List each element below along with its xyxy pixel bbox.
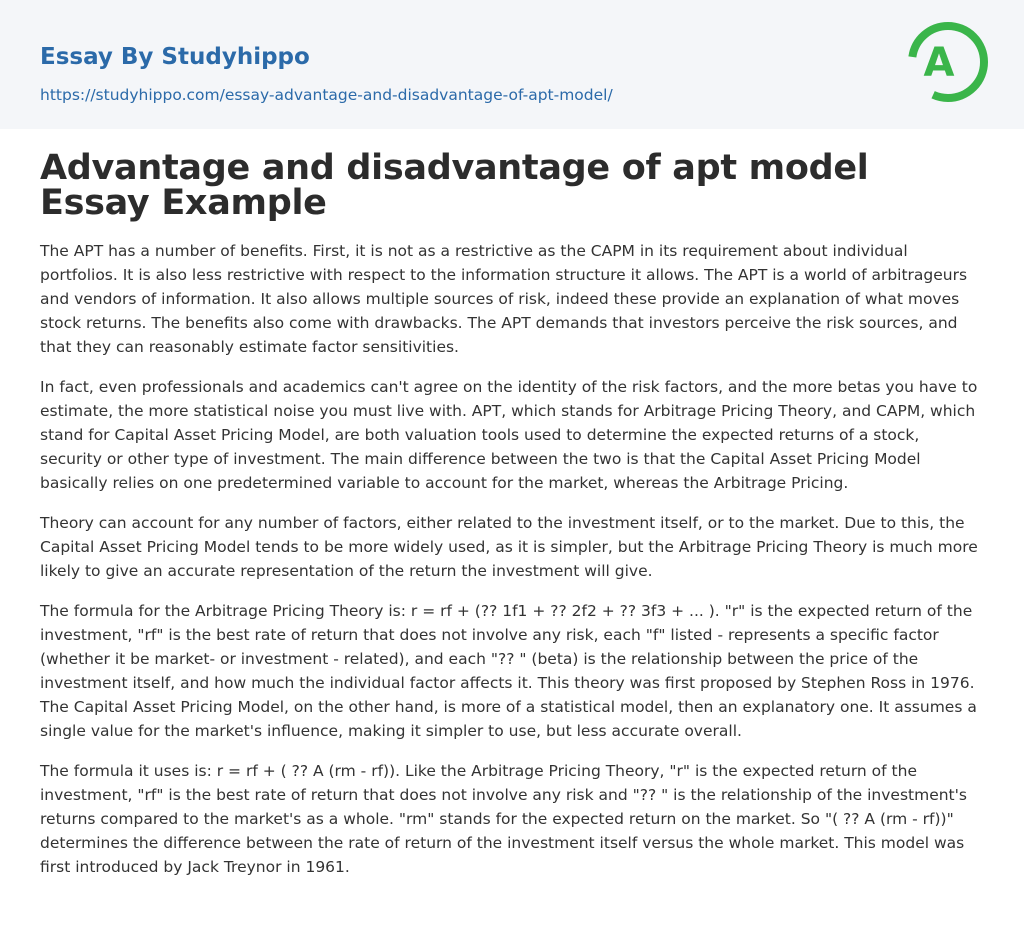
essay-url-link[interactable]: https://studyhippo.com/essay-advantage-and-disadvantage-of-apt-model/ (40, 86, 613, 104)
article-content (0, 129, 1024, 879)
article-paragraph: The formula it uses is: r = rf + ( ?? A (rm - rf)). Like the Arbitrage Pricing Theory, "r" is the expected return of the investment, "rf" is the best rate of return that does not involve any risk and "?? " is the relationship of the investment's returns compared to the market's as a whole. "rm" stands for the expected return on the market. So "( ?? A (rm - rf))" determines the difference between the rate of return of the investment itself versus the whole market. This model was first introduced by Jack Treynor in 1961. (40, 762, 967, 876)
site-brand[interactable]: Essay By Studyhippo (40, 44, 310, 70)
article-paragraph: The formula for the Arbitrage Pricing Theory is: r = rf + (?? 1f1 + ?? 2f2 + ?? 3f3 + ... ). "r" is the expected return of the investment, "rf" is the best rate of return that does not involve any risk, each "f" listed - represents a specific factor (whether it be market- or investment - related), and each "?? " (beta) is the relationship between the price of the investment itself, and how much the individual factor affects it. This theory was first proposed by Stephen Ross in 1976. The Capital Asset Pricing Model, on the other hand, is more of a statistical model, then an explanatory one. It assumes a single value for the market's influence, making it simpler to use, but less accurate overall. (40, 602, 977, 740)
studyhippo-logo-icon[interactable] (908, 17, 988, 107)
site-header (0, 0, 1024, 129)
article-title: Advantage and disadvantage of apt model Essay Example (40, 148, 869, 223)
article-paragraph: The APT has a number of benefits. First, it is not as a restrictive as the CAPM in its requirement about individual portfolios. It is also less restrictive with respect to the information structure it allows. The APT is a world of arbitrageurs and vendors of information. It also allows multiple sources of risk, indeed these provide an explanation of what moves stock returns. The benefits also come with drawbacks. The APT demands that investors perceive the risk sources, and that they can reasonably estimate factor sensitivities. (40, 242, 968, 356)
article-paragraph: Theory can account for any number of factors, either related to the investment itself, or to the market. Due to this, the Capital Asset Pricing Model tends to be more widely used, as it is simpler, but the Arbitrage Pricing Theory is much more likely to give an accurate representation of the return the investment will give. (40, 514, 978, 580)
article-paragraph: In fact, even professionals and academics can't agree on the identity of the risk factors, and the more betas you have to estimate, the more statistical noise you must live with. APT, which stands for Arbitrage Pricing Theory, and CAPM, which stand for Capital Asset Pricing Model, are both valuation tools used to determine the expected returns of a stock, security or other type of investment. The main difference between the two is that the Capital Asset Pricing Model basically relies on one predetermined variable to account for the market, whereas the Arbitrage Pricing. (40, 378, 978, 492)
logo-letter: A (923, 40, 955, 86)
